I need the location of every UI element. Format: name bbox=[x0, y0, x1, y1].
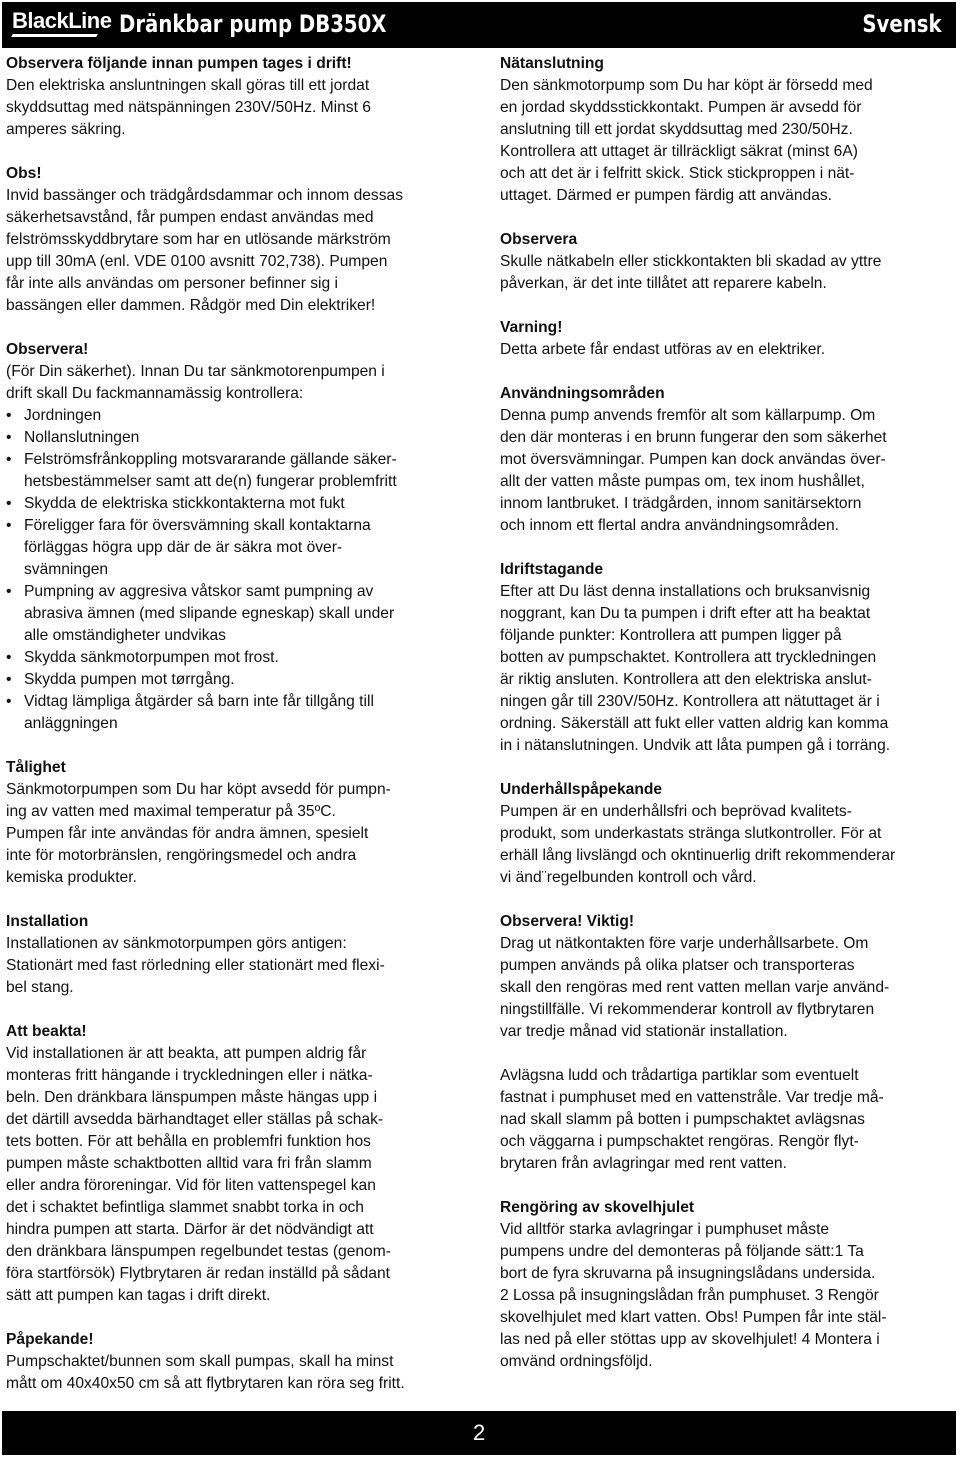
section-body: Den sänkmotorpump som Du har köpt är försedd med en jordad skyddsstickkontakt. Pumpen är avsedd för anslutning till ett jordat skyddsuttag med 230/50Hz. Kontrollera att uttaget är tillräckligt säkrat (minst 6A) och att det är i felfritt skick. Stick stickproppen i nät- uttaget. Därmed er pumpen färdig att användas. bbox=[500, 77, 873, 204]
left-column bbox=[6, 53, 468, 1417]
list-item: • Felströmsfrånkoppling motsvararande gällande säker- hetsbestämmelser samt att de(n) fungerar problemfritt bbox=[6, 449, 468, 493]
section-body: Skulle nätkabeln eller stickkontakten bli skadad av yttre påverkan, är det inte tillåtet att reparere kabeln. bbox=[500, 253, 882, 292]
section-heading: Observera! bbox=[6, 341, 89, 358]
brand-name-part2: Line bbox=[68, 8, 112, 33]
safety-checklist bbox=[6, 405, 468, 735]
section-heading: Installation bbox=[6, 913, 89, 930]
section-maintenance bbox=[500, 779, 955, 889]
section-body: Vid alltför starka avlagringar i pumphuset måste pumpens undre del demonteras på följande sätt:1 Ta bort de fyra skruvarna på insugningslådans undersida. 2 Lossa på insugningslådan från pumphuset. 3 Rengör skovelhjulet med klart vatten. Obs! Pumpen får inte stäl- las ned på eller stöttas upp av skovelhjulet! 4 Montera i omvänd ordningsföljd. bbox=[500, 1221, 887, 1370]
list-item: • Skydda pumpen mot tørrgång. bbox=[6, 669, 468, 691]
section-observe bbox=[500, 229, 955, 295]
page-number: 2 bbox=[473, 1420, 486, 1445]
section-body: Invid bassänger och trädgårdsdammar och innom dessas säkerhetsavstånd, får pumpen endast användas med felströmsskyddbrytare som har en utlösande märkström upp till 30mA (enl. VDE 0100 avsnitt 702,738). Pumpen får inte alls användas om personer befinner sig i bassängen eller dammen. Rådgör med Din elektriker! bbox=[6, 187, 403, 314]
section-heading: Idriftstagande bbox=[500, 561, 604, 578]
language-label: Svensk bbox=[862, 10, 942, 38]
section-heading: Underhållspåpekande bbox=[500, 781, 663, 798]
section-cleaning bbox=[500, 1065, 955, 1175]
section-installation bbox=[6, 911, 468, 999]
section-body: Avlägsna ludd och trådartiga partiklar som eventuelt fastnat i pumphuset med en vattenstråle. Var tredje må- nad skall slamm på botten i pumpschaktet avlägsnas och väggarna i pumpschaktet rengöras. Rengör flyt- brytaren från avlagringar med rent vatten. bbox=[500, 1067, 884, 1172]
section-mains-connection bbox=[500, 53, 955, 207]
section-heading: Användningsområden bbox=[500, 385, 665, 402]
section-body: Sänkmotorpumpen som Du har köpt avsedd för pumpn- ing av vatten med maximal temperatur på 35ºC. Pumpen får inte användas för andra ämnen, spesielt inte för motorbränslen, rengöringsmedel och andra kemiska produkter. bbox=[6, 781, 391, 886]
section-body: Installationen av sänkmotorpumpen görs antigen: Stationärt med fast rörledning eller stationärt med flexi- bel stang. bbox=[6, 935, 385, 996]
section-body: Denna pump anvends fremför alt som källarpump. Om den där monteras i en brunn fungerar den som säkerhet mot översvämningar. Pumpen kan dock användas över- allt der vatten måste pumpas om, tex inom hushållet, innom lantbruket. I trädgården, innom sanitärsektorn och innom ett flertal andra användningsområden. bbox=[500, 407, 887, 534]
section-pre-operation bbox=[6, 53, 468, 141]
section-heading: Nätanslutning bbox=[500, 55, 604, 72]
brand-logo bbox=[12, 8, 111, 34]
page-footer bbox=[2, 1411, 956, 1455]
page-title: Dränkbar pump DB350X bbox=[119, 10, 387, 38]
section-body: Den elektriska ansluntningen skall göras till ett jordat skyddsuttag med nätspänningen 230V/50Hz. Minst 6 amperes säkring. bbox=[6, 77, 371, 138]
section-heading: Observera bbox=[500, 231, 578, 248]
section-warning bbox=[500, 317, 955, 361]
section-body: Drag ut nätkontakten före varje underhållsarbete. Om pumpen används på olika platser och transporteras skall den rengöras med rent vatten mellan varje använd- ningstillfälle. Vi rekommenderar kontroll av flytbrytaren var tredje månad vid stationär installation. bbox=[500, 935, 890, 1040]
section-tolerance bbox=[6, 757, 468, 889]
section-safety-check bbox=[6, 339, 468, 735]
section-heading: Obs! bbox=[6, 165, 42, 182]
section-body: (För Din säkerhet). Innan Du tar sänkmotorenpumpen i drift skall Du fackmannamässig kontrollera: bbox=[6, 363, 385, 402]
list-item: • Jordningen bbox=[6, 405, 468, 427]
right-column bbox=[500, 53, 955, 1395]
list-item: • Vidtag lämpliga åtgärder så barn inte får tillgång till anläggningen bbox=[6, 691, 468, 735]
section-applications bbox=[500, 383, 955, 537]
section-heading: Observera! Viktig! bbox=[500, 913, 635, 930]
section-important bbox=[500, 911, 955, 1043]
brand-swoosh bbox=[11, 34, 98, 37]
section-body: Vid installationen är att beakta, att pumpen aldrig får monteras fritt hängande i tryckledningen eller i nätka- beln. Den dränkbara länspumpen måste hängas upp i det därtill avsedda bärhandtaget eller ställas på schak- tets botten. För att behålla en problemfri funktion hos pumpen måste schaktbotten alltid vara fri från slamm eller andra föroreningar. Vid för liten vattenspegel kan det i schaktet befintliga slammet snabbt torka in och hindra pumpen att starta. Därfor är det nödvändigt att den dränkbara länspumpen regelbundet testas (genom- föra startförsök) Flytbrytaren är redan inställd på sådant sätt att pumpen kan tagas i drift direkt. bbox=[6, 1045, 391, 1304]
list-item: • Skydda sänkmotorpumpen mot frost. bbox=[6, 647, 468, 669]
list-item: • Skydda de elektriska stickkontakterna mot fukt bbox=[6, 493, 468, 515]
list-item: • Pumpning av aggresiva våtskor samt pumpning av abrasiva ämnen (med slipande egneskap) skall under alle omständigheter undvikas bbox=[6, 581, 468, 647]
list-item: • Nollanslutningen bbox=[6, 427, 468, 449]
section-body: Pumpen är en underhållsfri och beprövad kvalitets- produkt, som underkastats stränga slutkontroller. För at erhäll lång livslängd och okntinuerlig drift rekommenderar vi änd¨regelbunden kontroll och vård. bbox=[500, 803, 896, 886]
section-obs bbox=[6, 163, 468, 317]
section-note bbox=[6, 1021, 468, 1307]
section-impeller-cleaning bbox=[500, 1197, 955, 1373]
section-body: Efter att Du läst denna installations och bruksanvisnig noggrant, kan Du ta pumpen i drift efter att ha beaktat följande punkter: Kontrollera att pumpen ligger på botten av pumpschaktet. Kontrollera att tryckledningen är riktig ansluten. Kontrollera att den elektriska anslut- ningen går till 230V/50Hz. Kontrollera att nätuttaget är i ordning. Säkerställ att fukt eller vatten aldrig kan komma in i nätanslutningen. Undvik att låta pumpen gå i torräng. bbox=[500, 583, 891, 754]
section-body: Detta arbete får endast utföras av en elektriker. bbox=[500, 341, 826, 358]
section-heading: Att beakta! bbox=[6, 1023, 87, 1040]
section-commissioning bbox=[500, 559, 955, 757]
page-header bbox=[2, 2, 956, 48]
section-remark bbox=[6, 1329, 468, 1395]
section-body: Pumpschaktet/bunnen som skall pumpas, skall ha minst mått om 40x40x50 cm så att flytbrytaren kan röra seg fritt. bbox=[6, 1353, 405, 1392]
list-item: • Föreligger fara för översvämning skall kontaktarna förläggas högra upp där de är säkra mot över- svämningen bbox=[6, 515, 468, 581]
section-heading: Rengöring av skovelhjulet bbox=[500, 1199, 695, 1216]
section-heading: Påpekande! bbox=[6, 1331, 94, 1348]
section-heading: Varning! bbox=[500, 319, 563, 336]
section-heading: Tålighet bbox=[6, 759, 66, 776]
section-heading: Observera följande innan pumpen tages i drift! bbox=[6, 55, 352, 72]
brand-name-part1: Black bbox=[12, 8, 69, 33]
